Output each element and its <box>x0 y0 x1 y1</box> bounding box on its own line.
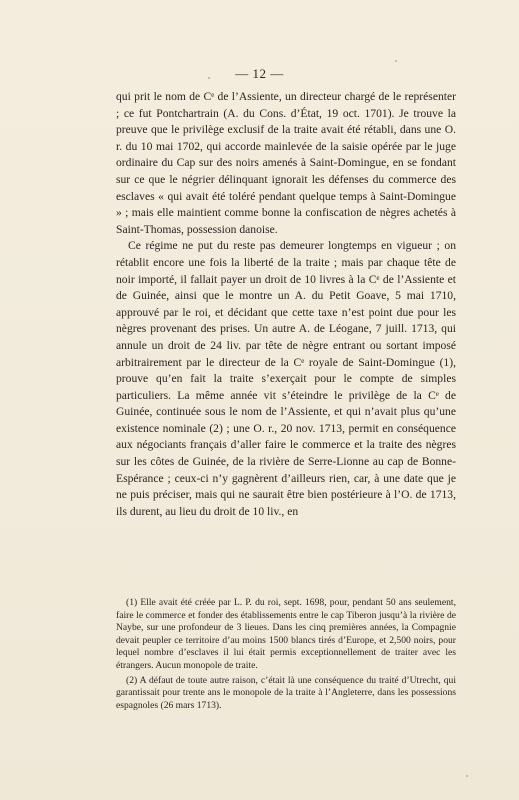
paper-speck <box>395 60 397 62</box>
paper-speck <box>466 775 468 777</box>
footnote-2: (2) A défaut de toute autre raison, c’était là une conséquence du traité d’Utrecht, qui garantissait pour trente ans le monopole de la traite à l’Angleterre, dans les possessions espagnoles (26 mars 1713). <box>116 674 456 711</box>
paragraph-2: Ce régime ne put du reste pas demeurer longtemps en vigueur ; on rétablit encore une fois la liberté de la traite ; mais par chaque tête de noir importé, il fallait payer un droit de 10 livres à la Cᵉ de l’Assiente et de Guinée, ainsi que le montre un A. du Petit Goave, 5 mai 1710, approuvé par le roi, et décidant que cette taxe n’est point due pour les nègres provenant des prises. Un autre A. de Léogane, 7 juill. 1713, qui annule un droit de 24 liv. par tête de nègre entrant ou sortant imposé arbitrairement par le directeur de la Cᵉ royale de Saint-Domingue (1), prouve qu’en fait la traite s’exerçait pour le compte de simples particuliers. La même année vit s’éteindre le privilège de la Cᵉ de Guinée, continuée sous le nom de l’Assiente, et qui n’avait plus qu’une existence nominale (2) ; une O. r., 20 nov. 1713, permit en conséquence aux négociants français d’aller faire le commerce et la traite des nègres sur les côtes de Guinée, de la rivière de Serre-Lionne au cap de Bonne-Espérance ; ceux-ci n’y gagnèrent d’ailleurs rien, car, à une date que je ne puis préciser, mais qui ne saurait être bien postérieure à l’O. de 1713, ils durent, au lieu du droit de 10 liv., en <box>116 239 456 518</box>
page-number: — 12 — <box>235 66 284 81</box>
footnotes <box>116 597 456 714</box>
footnote-1: (1) Elle avait été créée par L. P. du roi, sept. 1698, pour, pendant 50 ans seulement, faire le commerce et fonder des établissements entre le cap Tiberon jusqu’à la rivière de Naybe, sur une profondeur de 3 lieues. Dans les cinq premières années, la Compagnie devait peupler ce territoire d’au moins 1500 blancs tirés d’Europe, et 2,500 noirs, pour lequel nombre d’esclaves il lui était permis exceptionnellement de traiter avec les étrangers. Aucun monopole de traite. <box>116 597 456 671</box>
paragraph-1: qui prit le nom de Cᵉ de l’Assiente, un directeur chargé de le représenter ; ce fut Pontchartrain (A. du Cons. d’État, 19 oct. 1701). Je trouve la preuve que le privilège exclusif de la traite avait été rétabli, dans une O. r. du 10 mai 1702, qui accorde mainlevée de la saisie opérée par le juge ordinaire du Cap sur des noirs amenés à Saint-Domingue, en se fondant sur ce que le négrier délinquant ignorait les défenses du commerce des esclaves « qui avait été toléré pendant quelque temps à Saint-Domingue » ; mais elle maintient comme bonne la confiscation de nègres achetés à Saint-Thomas, possession danoise. <box>116 90 456 236</box>
paper-speck <box>208 77 210 79</box>
main-text <box>116 89 456 520</box>
